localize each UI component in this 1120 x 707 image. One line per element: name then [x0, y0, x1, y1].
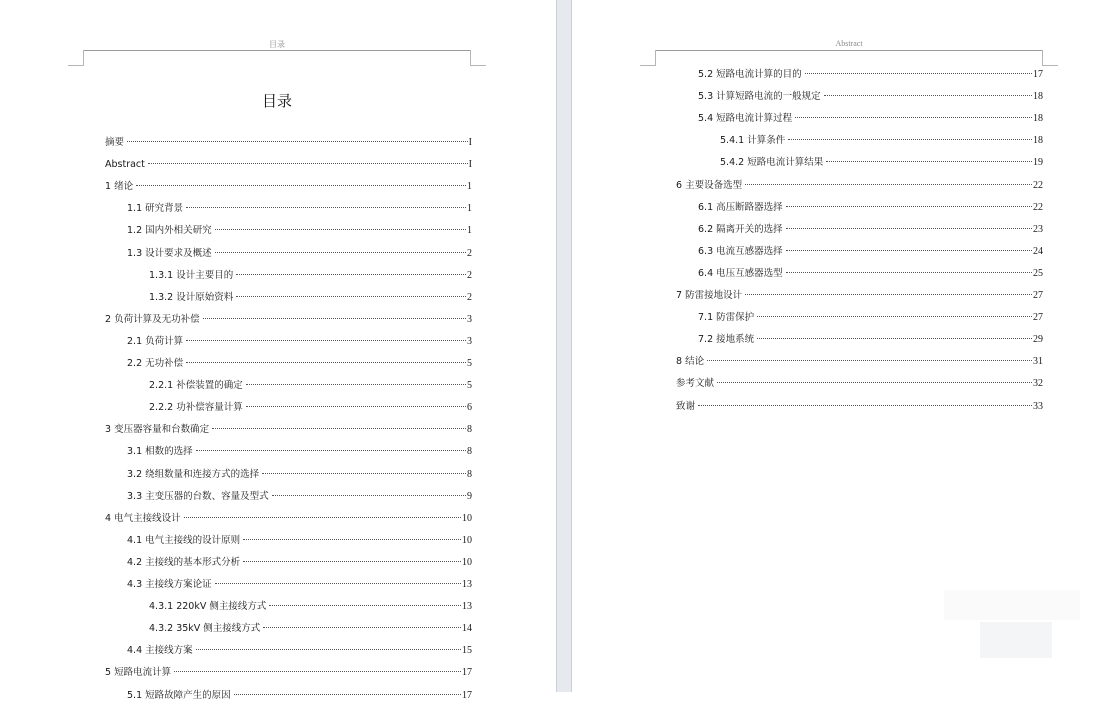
toc-entry-label: 致谢: [676, 400, 696, 412]
toc-dot-leader: [786, 250, 1032, 251]
toc-entry-label: 5.3 计算短路电流的一般规定: [698, 91, 821, 103]
toc-entry-label: 8 结论: [676, 356, 705, 368]
toc-entry-label: 参考文献: [676, 378, 715, 390]
toc-entry-page-number: 3: [467, 335, 472, 347]
toc-entry-page-number: 8: [467, 468, 472, 480]
toc-entry[interactable]: [676, 351, 1043, 373]
toc-entry[interactable]: [698, 108, 1043, 130]
toc-entry-page-number: 27: [1033, 312, 1043, 324]
toc-entry-label: 2.2.2 功补偿容量计算: [149, 402, 243, 414]
toc-dot-leader: [262, 473, 466, 474]
toc-entry[interactable]: [698, 197, 1043, 219]
toc-entry-label: 3 变压器容量和台数确定: [105, 424, 210, 436]
toc-entry-page-number: 13: [462, 579, 472, 590]
toc-entry-page-number: 25: [1033, 267, 1043, 279]
toc-entry-page-number: 19: [1033, 157, 1043, 169]
toc-dot-leader: [824, 95, 1032, 96]
toc-entry[interactable]: [149, 397, 472, 419]
toc-entry-page-number: 29: [1033, 334, 1043, 346]
toc-entry[interactable]: [127, 640, 472, 662]
toc-entry[interactable]: [127, 331, 472, 353]
toc-entry-label: 6.3 电流互感器选择: [698, 245, 783, 257]
toc-entry[interactable]: [149, 287, 472, 309]
toc-dot-leader: [184, 517, 461, 518]
toc-dot-leader: [698, 405, 1032, 406]
toc-entry-page-number: 10: [462, 512, 472, 524]
toc-dot-leader: [215, 252, 466, 253]
toc-entry-page-number: 1: [467, 181, 472, 193]
toc-dot-leader: [236, 296, 466, 297]
toc-entry[interactable]: [105, 154, 472, 176]
toc-entry-page-number: 24: [1033, 245, 1043, 257]
toc-dot-leader: [212, 428, 466, 429]
toc-entry-label: 2.2.1 补偿装置的确定: [149, 380, 243, 392]
toc-dot-leader: [263, 627, 461, 628]
toc-dot-leader: [805, 73, 1032, 74]
toc-entry[interactable]: [676, 285, 1043, 307]
toc-entry-page-number: I: [468, 137, 472, 148]
toc-entry[interactable]: [127, 552, 472, 574]
toc-entry[interactable]: [676, 373, 1043, 395]
toc-dot-leader: [745, 184, 1032, 185]
toc-dot-leader: [215, 583, 461, 584]
toc-entry-label: 3.2 绕组数量和连接方式的选择: [127, 468, 260, 480]
toc-entry[interactable]: [698, 241, 1043, 263]
toc-entry[interactable]: [127, 441, 472, 463]
toc-entry-label: 摘要: [105, 137, 125, 148]
toc-entry[interactable]: [127, 530, 472, 552]
toc-entry-label: 4 电气主接线设计: [105, 512, 181, 524]
toc-entry-label: 4.4 主接线方案: [127, 645, 193, 657]
toc-entry-page-number: 10: [462, 556, 472, 568]
toc-entry[interactable]: [698, 219, 1043, 241]
margin-corner-mark: [640, 50, 656, 66]
toc-dot-leader: [127, 141, 468, 142]
page-gutter: [556, 0, 572, 692]
watermark-smudge: [980, 622, 1052, 658]
header-rule: [656, 50, 1042, 51]
toc-entry-page-number: 23: [1033, 223, 1043, 235]
toc-entry[interactable]: [698, 263, 1043, 285]
toc-dot-leader: [243, 539, 461, 540]
toc-entry-label: 5.1 短路故障产生的原因: [127, 689, 231, 701]
toc-entry-label: 1.1 研究背景: [127, 203, 184, 215]
toc-entry[interactable]: [149, 596, 472, 618]
toc-entry-label: 1.2 国内外相关研究: [127, 225, 212, 237]
toc-entry[interactable]: [698, 86, 1043, 108]
toc-entry[interactable]: [149, 618, 472, 640]
page-header-text: Abstract: [835, 39, 863, 48]
toc-dot-leader: [243, 561, 461, 562]
toc-dot-leader: [786, 272, 1032, 273]
toc-entry-label: 6.1 高压断路器选择: [698, 201, 783, 213]
margin-corner-mark: [1042, 50, 1058, 66]
toc-dot-leader: [215, 229, 466, 230]
toc-entry[interactable]: [698, 64, 1043, 86]
toc-entry-page-number: 3: [467, 313, 472, 325]
toc-entry-label: 5 短路电流计算: [105, 667, 172, 679]
toc-entry-page-number: 17: [1033, 69, 1043, 80]
toc-dot-leader: [186, 362, 466, 363]
toc-entry-label: 1 绪论: [105, 181, 134, 193]
toc-dot-leader: [786, 206, 1032, 207]
toc-entry-page-number: 17: [462, 689, 472, 701]
toc-entry[interactable]: [105, 132, 472, 154]
toc-entry-page-number: 17: [462, 667, 472, 679]
toc-entry-label: 6.4 电压互感器选型: [698, 267, 783, 279]
toc-entry-page-number: 18: [1033, 135, 1043, 147]
toc-dot-leader: [174, 671, 461, 672]
toc-dot-leader: [186, 207, 466, 208]
toc-entry-page-number: 31: [1033, 356, 1043, 368]
toc-entry[interactable]: [127, 353, 472, 375]
toc-entry-page-number: 15: [462, 645, 472, 657]
toc-entry-label: 6.2 隔离开关的选择: [698, 223, 783, 235]
toc-entry-label: Abstract: [105, 159, 145, 171]
toc-entry-page-number: 14: [462, 623, 472, 635]
toc-dot-leader: [246, 406, 466, 407]
toc-entry-page-number: 33: [1033, 400, 1043, 412]
toc-entry-page-number: 2: [467, 247, 472, 259]
toc-dot-leader: [788, 139, 1032, 140]
toc-dot-leader: [246, 384, 466, 385]
toc-entry-label: 4.3.1 220kV 侧主接线方式: [149, 601, 267, 613]
toc-entry-page-number: 5: [467, 358, 472, 369]
toc-entry-page-number: 2: [467, 269, 472, 281]
toc-entry-page-number: 18: [1033, 91, 1043, 103]
toc-entry-page-number: 8: [467, 424, 472, 436]
toc-entry-label: 3.3 主变压器的台数、容量及型式: [127, 490, 269, 502]
toc-entry-label: 3.1 相数的选择: [127, 446, 193, 458]
toc-entry[interactable]: [127, 464, 472, 486]
toc-entry-label: 4.2 主接线的基本形式分析: [127, 556, 241, 568]
toc-entry-label: 1.3.2 设计原始资料: [149, 291, 234, 303]
toc-dot-leader: [757, 316, 1032, 317]
toc-entry[interactable]: [127, 486, 472, 508]
toc-entry[interactable]: [105, 176, 472, 198]
toc-entry-label: 2.1 负荷计算: [127, 335, 184, 347]
toc-dot-leader: [717, 382, 1032, 383]
toc-dot-leader: [707, 360, 1032, 361]
toc-entry-page-number: 22: [1033, 179, 1043, 191]
toc-entry-label: 4.3 主接线方案论证: [127, 579, 212, 590]
toc-entry[interactable]: [149, 375, 472, 397]
toc-entry[interactable]: [127, 198, 472, 220]
toc-entry-label: 2.2 无功补偿: [127, 358, 184, 369]
toc-entry[interactable]: [149, 265, 472, 287]
toc-entry[interactable]: [127, 243, 472, 265]
toc-entry[interactable]: [698, 329, 1043, 351]
toc-entry[interactable]: [676, 396, 1043, 418]
toc-dot-leader: [269, 605, 461, 606]
toc-dot-leader: [196, 649, 461, 650]
toc-entry-label: 6 主要设备选型: [676, 179, 743, 191]
toc-dot-leader: [272, 495, 466, 496]
toc-dot-leader: [757, 338, 1032, 339]
watermark-smudge: [944, 590, 1080, 620]
toc-entry-page-number: I: [468, 159, 472, 171]
toc-dot-leader: [186, 340, 466, 341]
toc-entry-label: 5.2 短路电流计算的目的: [698, 69, 802, 80]
toc-entry-page-number: 22: [1033, 201, 1043, 213]
margin-corner-mark: [470, 50, 486, 66]
toc-entry-page-number: 27: [1033, 290, 1043, 301]
toc-entry-page-number: 5: [467, 380, 472, 392]
toc-dot-leader: [795, 117, 1032, 118]
toc-entry-page-number: 13: [462, 601, 472, 613]
toc-entry-page-number: 6: [467, 402, 472, 414]
toc-entry-label: 5.4 短路电流计算过程: [698, 113, 793, 125]
toc-entry-label: 4.3.2 35kV 侧主接线方式: [149, 623, 261, 635]
toc-dot-leader: [148, 163, 468, 164]
toc-entry-page-number: 32: [1033, 378, 1043, 390]
toc-entry-page-number: 2: [467, 291, 472, 303]
toc-entry-label: 7 防雷接地设计: [676, 290, 743, 301]
toc-entry-label: 7.1 防雷保护: [698, 312, 755, 324]
toc-entry[interactable]: [127, 685, 472, 707]
document-page-left: [0, 0, 556, 701]
toc-entry[interactable]: [127, 220, 472, 242]
header-rule: [84, 50, 470, 51]
toc-entry-page-number: 9: [467, 490, 472, 502]
toc-entry[interactable]: [676, 175, 1043, 197]
margin-corner-mark: [68, 50, 84, 66]
toc-entry-label: 7.2 接地系统: [698, 334, 755, 346]
toc-dot-leader: [786, 228, 1032, 229]
toc-entry-label: 4.1 电气主接线的设计原则: [127, 534, 241, 546]
toc-entry-page-number: 18: [1033, 113, 1043, 125]
toc-entry-label: 5.4.1 计算条件: [720, 135, 786, 147]
toc-dot-leader: [745, 294, 1032, 295]
toc-entry-page-number: 8: [467, 446, 472, 458]
document-page-right: [572, 0, 1120, 692]
toc-entry[interactable]: [720, 130, 1043, 152]
toc-entry-label: 2 负荷计算及无功补偿: [105, 313, 200, 325]
toc-dot-leader: [203, 318, 466, 319]
toc-dot-leader: [826, 161, 1032, 162]
toc-dot-leader: [234, 694, 461, 695]
toc-entry-page-number: 10: [462, 534, 472, 546]
toc-entry-page-number: 1: [467, 203, 472, 215]
toc-entry[interactable]: [127, 574, 472, 596]
toc-dot-leader: [196, 450, 466, 451]
toc-title: 目录: [261, 92, 292, 110]
toc-entry[interactable]: [105, 662, 472, 684]
toc-entry-label: 1.3.1 设计主要目的: [149, 269, 234, 281]
toc-entry-page-number: 1: [467, 225, 472, 237]
page-header-text: 目录: [269, 40, 285, 49]
toc-entry[interactable]: [720, 152, 1043, 174]
toc-entry[interactable]: [105, 508, 472, 530]
toc-dot-leader: [136, 185, 466, 186]
toc-entry[interactable]: [105, 309, 472, 331]
toc-entry-label: 5.4.2 短路电流计算结果: [720, 157, 824, 169]
toc-entry[interactable]: [105, 419, 472, 441]
toc-dot-leader: [236, 274, 466, 275]
toc-entry-label: 1.3 设计要求及概述: [127, 247, 212, 259]
toc-entry[interactable]: [698, 307, 1043, 329]
